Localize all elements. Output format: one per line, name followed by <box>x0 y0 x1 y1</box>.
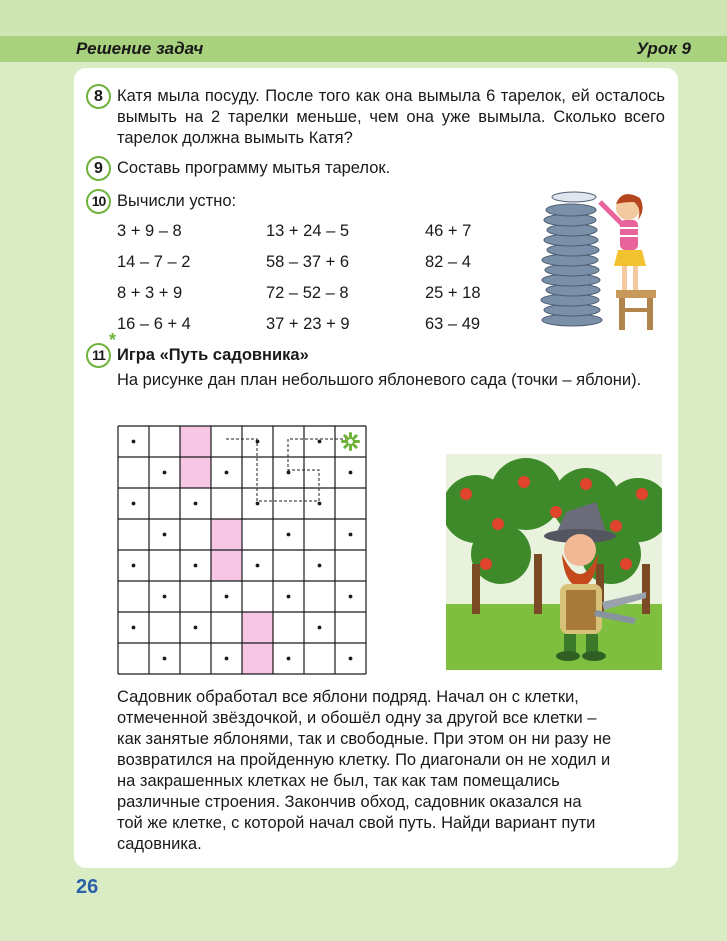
task-number-9: 9 <box>86 156 111 181</box>
apple-tree-dot <box>287 657 291 661</box>
section-title: Решение задач <box>76 39 204 58</box>
apple-tree-dot <box>194 626 198 630</box>
garden-plan-grid <box>117 425 367 675</box>
shaded-cell <box>242 612 273 643</box>
text-line: той же клетке, с которой начал свой путь. Найди вариант пути <box>117 814 596 832</box>
apple-tree-dot <box>287 471 291 475</box>
apple-tree-dot <box>318 440 322 444</box>
text-line: различные строения. Закончив обход, садовник оказался на <box>117 793 582 811</box>
task-number-8: 8 <box>86 84 111 109</box>
expression: 25 + 18 <box>425 284 481 302</box>
shaded-cell <box>180 426 211 457</box>
task-11-intro: На рисунке дан план небольшого яблоневого сада (точки – яблони). <box>117 371 642 389</box>
apple-tree-dot <box>194 564 198 568</box>
expression: 8 + 3 + 9 <box>117 284 183 302</box>
expression: 14 – 7 – 2 <box>117 253 191 271</box>
apple-tree-dot <box>318 502 322 506</box>
shaded-cell <box>180 457 211 488</box>
task-11-title: Игра «Путь садовника» <box>117 346 309 364</box>
apple-tree-dot <box>163 471 167 475</box>
expression: 16 – 6 + 4 <box>117 315 191 333</box>
expression: 37 + 23 + 9 <box>266 315 350 333</box>
apple-tree-dot <box>163 533 167 537</box>
apple-tree-dot <box>132 626 136 630</box>
apple-tree-dot <box>256 440 260 444</box>
apple-tree-dot <box>318 564 322 568</box>
top-band <box>0 0 727 36</box>
text-line: как занятые яблонями, так и свободные. При этом он ни разу не <box>117 730 612 748</box>
apple-tree-dot <box>194 502 198 506</box>
difficulty-star-marker: * <box>109 330 117 350</box>
apple-tree-dot <box>256 564 260 568</box>
page-number: 26 <box>76 876 99 898</box>
apple-tree-dot <box>132 564 136 568</box>
apple-tree-dot <box>225 657 229 661</box>
task-8-text: Катя мыла посуду. После того как она вымыла 6 тарелок, ей осталось вымыть на 2 тарелки меньше, чем она уже вымыла. Сколько всего тарелок должна вымыть Катя? <box>117 87 665 147</box>
expression: 58 – 37 + 6 <box>266 253 350 271</box>
apple-tree-dot <box>225 595 229 599</box>
apple-tree-dot <box>132 502 136 506</box>
apple-tree-dot <box>349 471 353 475</box>
apple-tree-dot <box>132 440 136 444</box>
gardener-illustration <box>446 454 662 670</box>
apple-tree-dot <box>349 657 353 661</box>
text-line: возвратился на пройденную клетку. По диагонали он не ходил и <box>117 751 611 769</box>
task-11-text-block <box>117 687 665 855</box>
task-10-title: Вычисли устно: <box>117 192 237 210</box>
shaded-cell <box>211 550 242 581</box>
text-line: на закрашенных клетках не был, так как там помещались <box>117 772 560 790</box>
expression: 13 + 24 – 5 <box>266 222 350 240</box>
apple-tree-dot <box>287 533 291 537</box>
apple-tree-dot <box>318 626 322 630</box>
shaded-cell <box>242 643 273 674</box>
apple-tree-dot <box>163 595 167 599</box>
apple-tree-dot <box>256 502 260 506</box>
apple-tree-dot <box>287 595 291 599</box>
example-path <box>226 439 350 501</box>
text-line: садовника. <box>117 835 202 853</box>
shaded-cell <box>211 519 242 550</box>
text-line: Садовник обработал все яблони подряд. Начал он с клетки, <box>117 688 579 706</box>
expression: 63 – 49 <box>425 315 481 333</box>
expression: 46 + 7 <box>425 222 472 240</box>
start-asterisk-icon <box>343 434 359 450</box>
apple-tree-dot <box>225 471 229 475</box>
text-line: отмеченной звёздочкой, и обошёл одну за другой все клетки – <box>117 709 597 727</box>
expression: 3 + 9 – 8 <box>117 222 182 240</box>
apple-tree-dot <box>163 657 167 661</box>
task-number-11: 11 <box>86 343 111 368</box>
girl-with-plates-illustration <box>530 180 668 332</box>
task-number-10: 10 <box>86 189 111 214</box>
lesson-title: Урок 9 <box>636 39 691 58</box>
apple-tree-dot <box>349 533 353 537</box>
task-9-text: Составь программу мытья тарелок. <box>117 159 391 177</box>
apple-tree-dot <box>349 595 353 599</box>
expression: 82 – 4 <box>425 253 471 271</box>
expression: 72 – 52 – 8 <box>266 284 349 302</box>
header-bar <box>0 36 727 62</box>
